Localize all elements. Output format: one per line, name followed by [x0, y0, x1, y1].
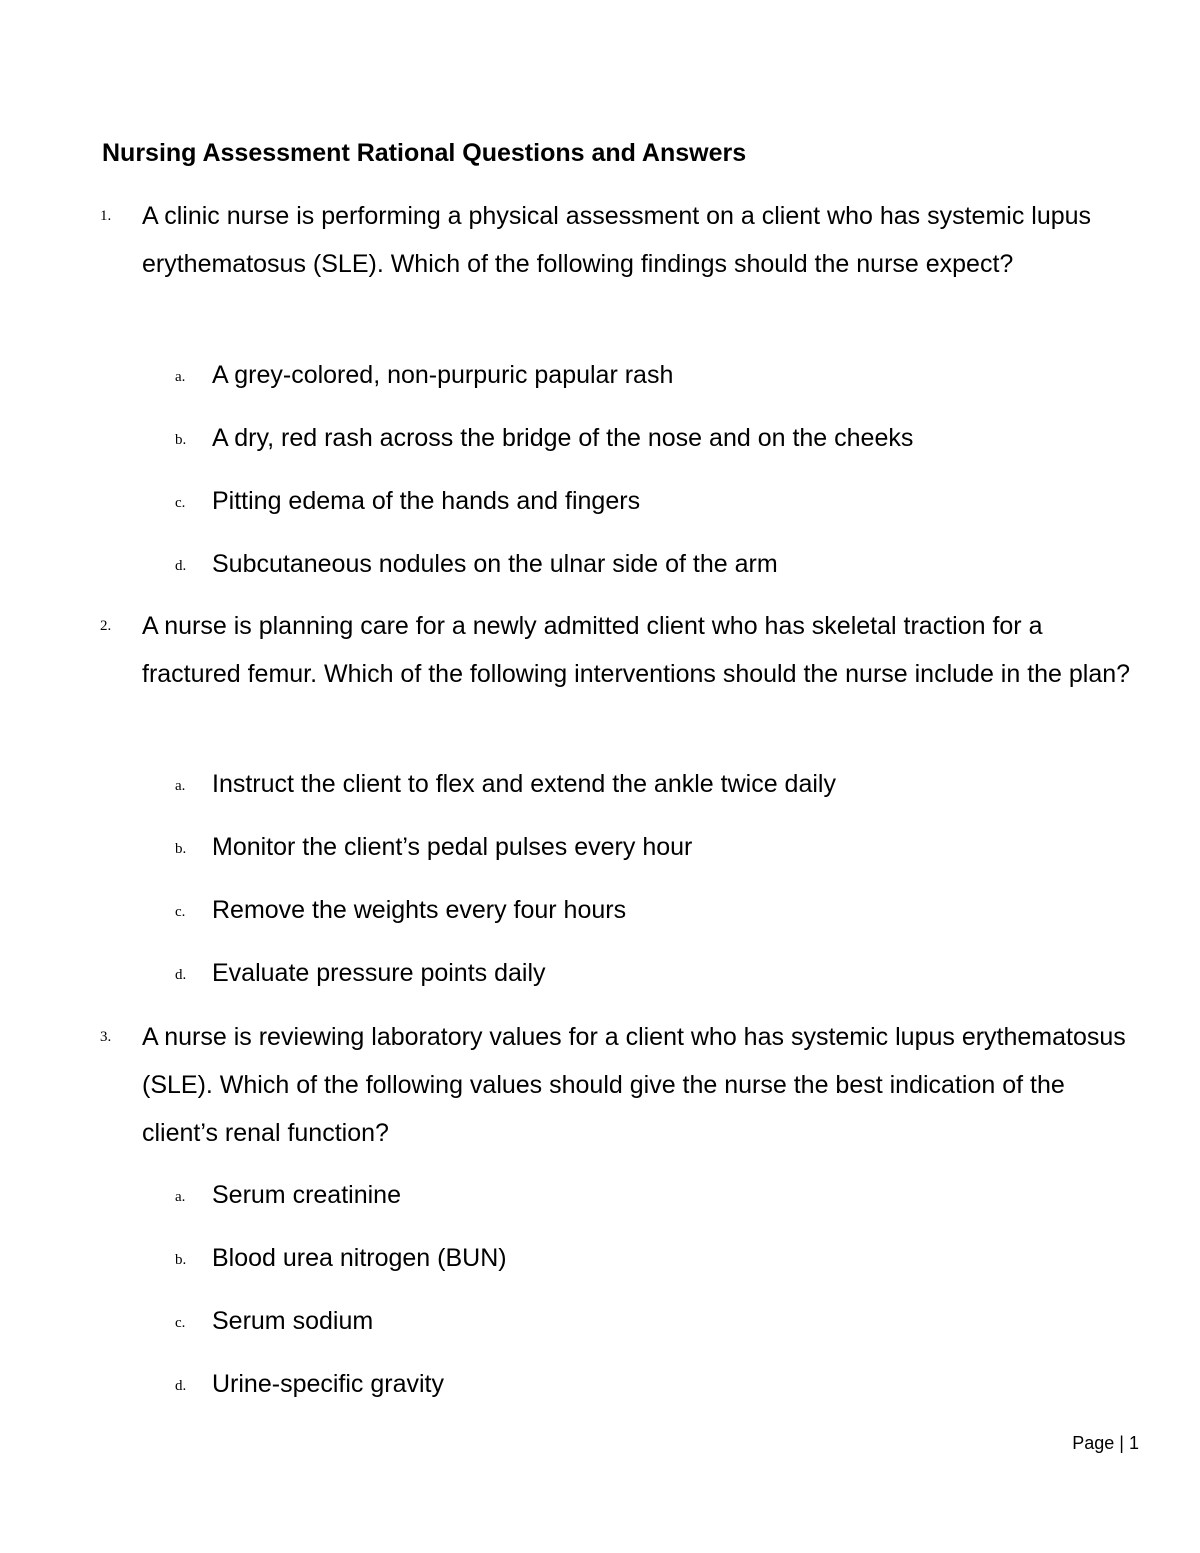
question-number: 3. — [100, 1029, 112, 1045]
option-text: Urine-specific gravity — [212, 1370, 445, 1398]
question-number: 2. — [100, 618, 112, 634]
option-letter: b. — [175, 432, 187, 448]
option-a — [0, 764, 1200, 804]
option-letter: c. — [175, 904, 186, 920]
option-letter: d. — [175, 1378, 187, 1394]
option-letter: b. — [175, 1252, 187, 1268]
option-text: Monitor the client’s pedal pulses every hour — [212, 833, 693, 861]
question-text: A nurse is planning care for a newly admitted client who has skeletal traction for a fractured femur. Which of the following interventions should the nurse include in the plan? — [142, 612, 1131, 688]
document-title: Nursing Assessment Rational Questions and Answers — [102, 139, 747, 167]
option-letter: b. — [175, 841, 187, 857]
option-c — [0, 890, 1200, 930]
option-text: A grey-colored, non-purpuric papular rash — [212, 361, 674, 389]
option-letter: c. — [175, 495, 186, 511]
option-d — [0, 1364, 1200, 1404]
option-c — [0, 1301, 1200, 1341]
option-text: Subcutaneous nodules on the ulnar side of the arm — [212, 550, 778, 578]
question-text: A nurse is reviewing laboratory values for a client who has systemic lupus erythematosus (SLE). Which of the following values should give the nurse the best indication of the client’s renal function? — [142, 1023, 1126, 1147]
option-d — [0, 544, 1200, 584]
option-text: Remove the weights every four hours — [212, 896, 627, 924]
option-text: Evaluate pressure points daily — [212, 959, 546, 987]
option-letter: a. — [175, 369, 186, 385]
option-text: Blood urea nitrogen (BUN) — [212, 1244, 507, 1272]
option-b — [0, 1238, 1200, 1278]
option-text: Serum creatinine — [212, 1181, 401, 1209]
option-letter: d. — [175, 967, 187, 983]
option-b — [0, 418, 1200, 458]
option-letter: a. — [175, 778, 186, 794]
question-number: 1. — [100, 208, 112, 224]
option-letter: a. — [175, 1189, 186, 1205]
option-a — [0, 1175, 1200, 1215]
option-letter: c. — [175, 1315, 186, 1331]
option-b — [0, 827, 1200, 867]
page-number: Page | 1 — [1072, 1433, 1139, 1453]
option-text: Instruct the client to flex and extend the ankle twice daily — [212, 770, 836, 798]
option-text: A dry, red rash across the bridge of the nose and on the cheeks — [212, 424, 914, 452]
option-letter: d. — [175, 558, 187, 574]
question-text: A clinic nurse is performing a physical assessment on a client who has systemic lupus erythematosus (SLE). Which of the following findings should the nurse expect? — [142, 202, 1092, 278]
option-d — [0, 953, 1200, 993]
option-a — [0, 355, 1200, 395]
option-text: Pitting edema of the hands and fingers — [212, 487, 641, 515]
option-text: Serum sodium — [212, 1307, 374, 1335]
option-c — [0, 481, 1200, 521]
